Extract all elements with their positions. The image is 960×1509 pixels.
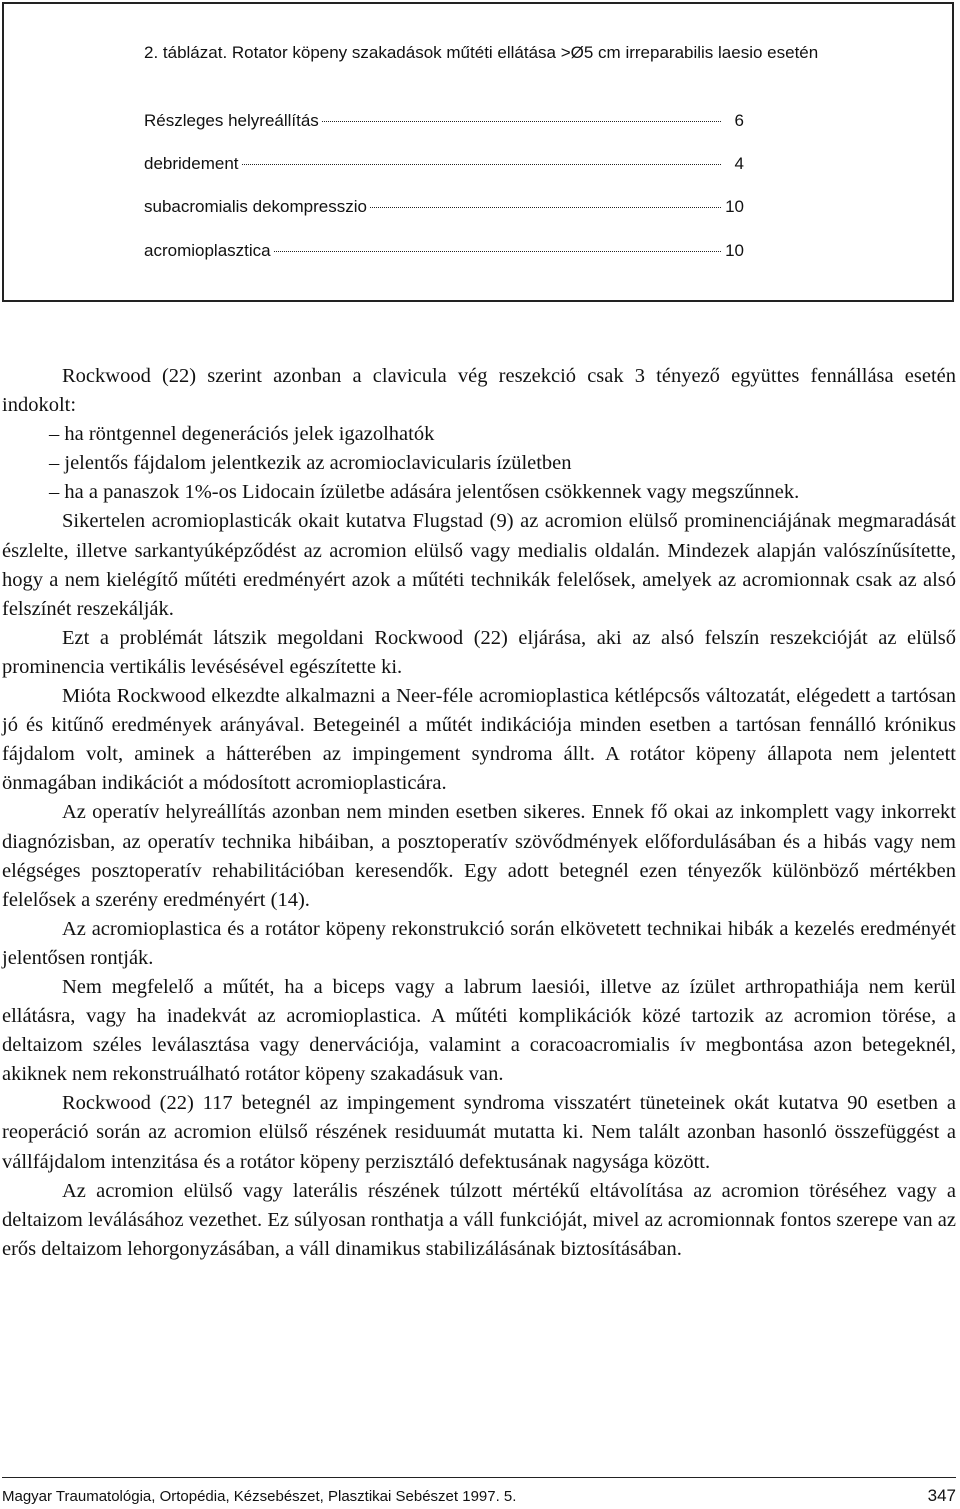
list-item: – ha a panaszok 1%-os Lidocain ízületbe adására jelentősen csökkennek vagy megszűnnek. [49, 481, 800, 504]
paragraph: Mióta Rockwood elkezdte alkalmazni a Neer-féle acromioplastica kétlépcsős változatát, elégedett a tartósan jó és kitűnő eredmények arányával. Betegeinél a műtét indikációja minden esetben a tartósan fennálló krónikus fájdalom volt, aminek a hátterében az impingement syndroma állt. A rotátor köpeny állapota nem jelentett önmagában indikációt a módosított acromioplasticára. [2, 685, 956, 795]
table-row [144, 240, 744, 262]
list-item: – jelentős fájdalom jelentkezik az acromioclavicularis ízületben [49, 452, 572, 475]
row-label: debridement [144, 154, 239, 173]
journal-name: Magyar Traumatológia, Ortopédia, Kézsebészet, Plasztikai Sebészet 1997. 5. [2, 1488, 517, 1505]
page-footer [2, 1477, 956, 1506]
paragraph: Rockwood (22) 117 betegnél az impingement syndroma visszatért tüneteinek okát kutatva 90 esetben a reoperáció során az acromion elülső részének residuumát mutatta ki. Nem talált azonban hasonló összefüggést a vállfájdalom intenzitása és a rotátor köpeny perzisztáló defektusának nagysága között. [2, 1092, 956, 1173]
article-body [2, 362, 956, 1264]
row-value: 6 [734, 111, 744, 130]
table-title: 2. táblázat. Rotator köpeny szakadások műtéti ellátása >Ø5 cm irreparabilis laesio esetén [144, 43, 819, 62]
paragraph: Az operatív helyreállítás azonban nem minden esetben sikeres. Ennek fő okai az inkomplett vagy inkorrekt diagnózisban, az operatív technika hibáiban, a posztoperatív szövődmények előfordulásában és a hibás vagy nem elégséges posztoperatív rehabilitációban keresendők. Egy adott betegnél ezen tényezők különböző mértékben felelősek a szerény eredményért (14). [2, 801, 956, 911]
table-row [144, 110, 744, 132]
table-row [144, 153, 744, 175]
paragraph: Sikertelen acromioplasticák okait kutatva Flugstad (9) az acromion elülső prominenciájának megmaradását észlelte, illetve sarkantyúképződést az acromion elülső vagy medialis oldalán. Mindezek alapján valószínűsítette, hogy a nem kielégítő műtéti eredményért azok a műtéti technikák felelősek, amelyek az acromionnak csak az alsó felszínét reszekálják. [2, 510, 956, 620]
dot-leader [242, 164, 721, 165]
list-item: – ha röntgennel degenerációs jelek igazolhatók [49, 423, 435, 446]
table-row [144, 196, 744, 218]
paragraph: Ezt a problémát látszik megoldani Rockwood (22) eljárása, aki az alsó felszín reszekcióját az elülső prominencia vertikális levésésével egészítette ki. [2, 626, 956, 678]
row-label: acromioplasztica [144, 241, 271, 260]
dot-leader [322, 121, 721, 122]
row-value: 10 [725, 241, 744, 260]
row-label: Részleges helyreállítás [144, 111, 319, 130]
row-label: subacromialis dekompresszio [144, 197, 367, 216]
paragraph: Rockwood (22) szerint azonban a clavicula vég reszekció csak 3 tényező együttes fennállása esetén indokolt: [2, 365, 956, 417]
page-number: 347 [927, 1486, 956, 1505]
paragraph: Az acromioplastica és a rotátor köpeny rekonstrukció során elkövetett technikai hibák a kezelés eredményét jelentősen rontják. [2, 917, 956, 969]
row-value: 10 [725, 197, 744, 216]
table-box [2, 2, 954, 302]
paragraph: Az acromion elülső vagy laterális részének túlzott mértékű eltávolítása az acromion töréséhez vagy a deltaizom leválásához vezethet. Ez súlyosan ronthatja a váll funkcióját, mivel az acromionnak fontos szerepe van az erős deltaizom lehorgonyzásában, a váll dinamikus stabilizálásának biztosításában. [2, 1179, 956, 1260]
dot-leader [370, 207, 721, 208]
paragraph: Nem megfelelő a műtét, ha a biceps vagy a labrum laesiói, illetve az ízület arthropathiája nem kerül ellátásra, vagy ha inadekvát az acromioplastica. A műtéti komplikációk közé tartozik az acromion törése, a deltaizom széles leválasztása vagy denervációja, valamint a coracoacromialis ív megbontása azon betegeknél, akiknek nem rekonstruálható rotátor köpeny szakadásuk van. [2, 975, 956, 1086]
dot-leader [274, 251, 721, 252]
row-value: 4 [734, 154, 744, 173]
